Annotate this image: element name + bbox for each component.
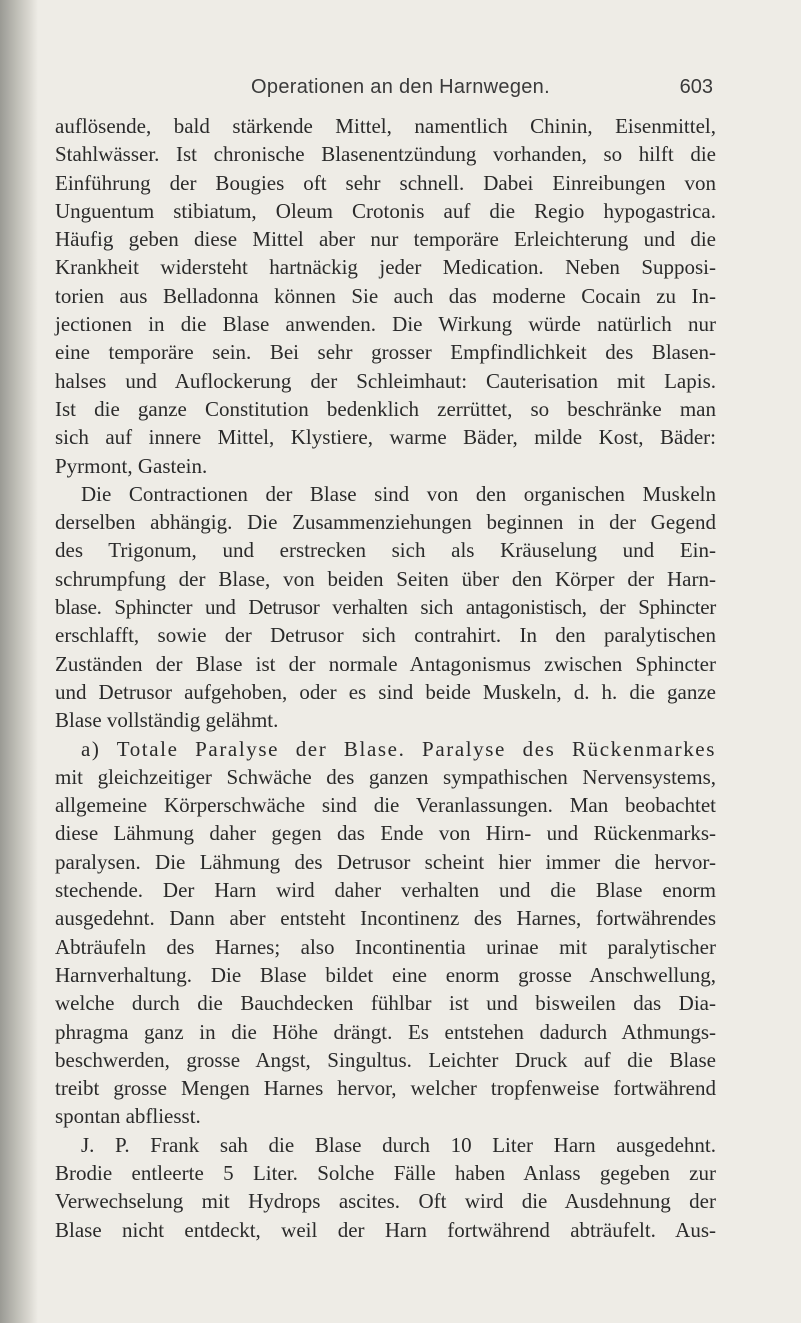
text-line: halses und Auflockerung der Schleimhaut: Cauterisation mit Lapis. bbox=[55, 368, 716, 393]
text-line: erschlafft, sowie der Detrusor sich contrahirt. In den paralytischen bbox=[55, 623, 716, 648]
text-line: mit gleichzeitiger Schwäche des ganzen sympathischen Nervensystems, bbox=[55, 764, 716, 789]
text-line: Harnverhaltung. Die Blase bildet eine enorm grosse Anschwellung, bbox=[55, 962, 716, 987]
text-line: blase. Sphincter und Detrusor verhalten sich antagonistisch, der Sphincter bbox=[55, 595, 716, 620]
text-line: ausgedehnt. Dann aber entsteht Incontinenz des Harnes, fortwährendes bbox=[55, 906, 716, 931]
text-line: eine temporäre sein. Bei sehr grosser Empfindlichkeit des Blasen- bbox=[55, 340, 716, 365]
text-line: auflösende, bald stärkende Mittel, namentlich Chinin, Eisenmittel, bbox=[55, 114, 716, 138]
page-header bbox=[0, 76, 801, 106]
text-line: welche durch die Bauchdecken fühlbar ist und bisweilen das Dia- bbox=[55, 991, 716, 1016]
text-line: Blase nicht entdeckt, weil der Harn fortwährend abträufelt. Aus- bbox=[55, 1217, 716, 1242]
text-line: paralysen. Die Lähmung des Detrusor scheint hier immer die hervor- bbox=[55, 849, 716, 874]
text-line: Verwechselung mit Hydrops ascites. Oft wird die Ausdehnung der bbox=[55, 1189, 716, 1214]
text-line: phragma ganz in die Höhe drängt. Es entstehen dadurch Athmungs- bbox=[55, 1019, 716, 1044]
text-line: schrumpfung der Blase, von beiden Seiten über den Körper der Harn- bbox=[55, 566, 716, 591]
running-title: Operationen an den Harnwegen. bbox=[251, 76, 550, 98]
text-line: Pyrmont, Gastein. bbox=[55, 453, 208, 478]
text-line: J. P. Frank sah die Blase durch 10 Liter Harn ausgedehnt. bbox=[81, 1132, 716, 1157]
text-line: Unguentum stibiatum, Oleum Crotonis auf die Regio hypogastrica. bbox=[55, 198, 716, 223]
text-line: beschwerden, grosse Angst, Singultus. Leichter Druck auf die Blase bbox=[55, 1047, 716, 1072]
text-line: Einführung der Bougies oft sehr schnell. Dabei Einreibungen von bbox=[55, 170, 716, 195]
text-line: Abträufeln des Harnes; also Incontinentia urinae mit paralytischer bbox=[55, 934, 716, 959]
text-line: derselben abhängig. Die Zusammenziehungen beginnen in der Gegend bbox=[55, 510, 716, 535]
text-line: torien aus Belladonna können Sie auch das moderne Cocain zu In- bbox=[55, 283, 716, 308]
page-edge-shadow bbox=[0, 0, 38, 1323]
text-line: und Detrusor aufgehoben, oder es sind beide Muskeln, d. h. die ganze bbox=[55, 679, 716, 704]
text-line: Krankheit widersteht hartnäckig jeder Medication. Neben Supposi- bbox=[55, 255, 716, 280]
text-line: treibt grosse Mengen Harnes hervor, welcher tropfenweise fortwährend bbox=[55, 1076, 716, 1101]
text-line: Stahlwässer. Ist chronische Blasenentzündung vorhanden, so hilft die bbox=[55, 142, 716, 167]
text-line: Häufig geben diese Mittel aber nur temporäre Erleichterung und die bbox=[55, 227, 716, 252]
page-number: 603 bbox=[679, 76, 713, 98]
text-line: jectionen in die Blase anwenden. Die Wirkung würde natürlich nur bbox=[55, 312, 716, 337]
text-line: Blase vollständig gelähmt. bbox=[55, 708, 279, 733]
text-line: allgemeine Körperschwäche sind die Veranlassungen. Man beobachtet bbox=[55, 793, 716, 818]
text-line: stechende. Der Harn wird daher verhalten und die Blase enorm bbox=[55, 878, 716, 903]
text-line: diese Lähmung daher gegen das Ende von Hirn- und Rückenmarks- bbox=[55, 821, 716, 846]
body-text bbox=[55, 112, 716, 1244]
text-line: spontan abfliesst. bbox=[55, 1104, 201, 1129]
section-heading-line: a) Totale Paralyse der Blase. Paralyse des Rückenmarkes bbox=[81, 736, 716, 761]
text-line: Brodie entleerte 5 Liter. Solche Fälle haben Anlass gegeben zur bbox=[55, 1160, 716, 1185]
text-line: Zuständen der Blase ist der normale Antagonismus zwischen Sphincter bbox=[55, 651, 716, 676]
text-line: sich auf innere Mittel, Klystiere, warme Bäder, milde Kost, Bäder: bbox=[55, 425, 716, 450]
text-line: des Trigonum, und erstrecken sich als Kräuselung und Ein- bbox=[55, 538, 716, 563]
text-line: Die Contractionen der Blase sind von den organischen Muskeln bbox=[81, 481, 716, 506]
text-line: Ist die ganze Constitution bedenklich zerrüttet, so beschränke man bbox=[55, 396, 716, 421]
